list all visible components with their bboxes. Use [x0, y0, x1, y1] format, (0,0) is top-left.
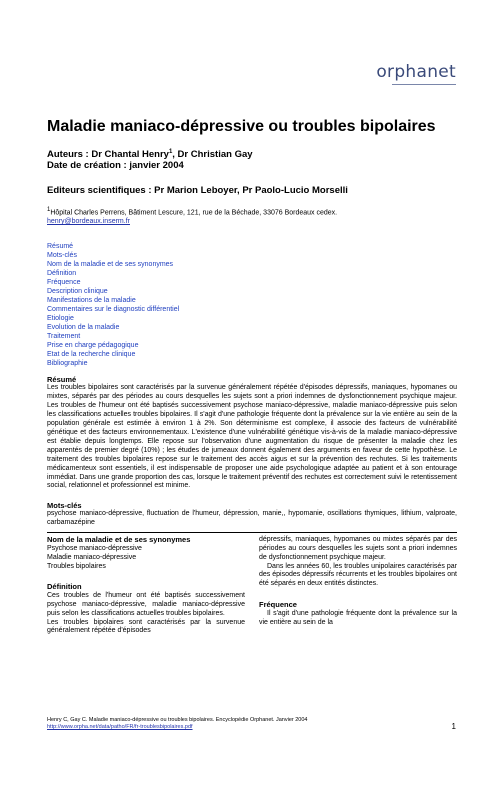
document-body — [47, 118, 457, 636]
two-column-body — [47, 536, 457, 636]
toc-link[interactable]: Commentaires sur le diagnostic différentiel — [47, 306, 180, 314]
footer-url-link[interactable]: http://www.orpha.net/data/patho/FR/fr-troublesbipolaires.pdf — [47, 724, 193, 730]
synonym-item: Troubles bipolaires — [47, 562, 106, 570]
definition-paragraph-1: Ces troubles de l'humeur ont été baptisés successivement psychose maniaco-dépressive, maladie maniaco-dépressive puis selon les classifications actuelles troubles bipolaires. — [47, 592, 245, 617]
toc-link[interactable]: Description clinique — [47, 288, 108, 296]
toc-link[interactable]: Mots-clés — [47, 252, 77, 260]
toc-link[interactable]: Nom de la maladie et de ses synonymes — [47, 261, 174, 269]
toc-link[interactable]: Prise en charge pédagogique — [47, 342, 139, 350]
logo-underline — [392, 84, 456, 85]
keywords-title: Mots-clés — [47, 501, 82, 511]
document-title: Maladie maniaco-dépressive ou troubles bipolaires — [47, 118, 436, 135]
synonyms-title: Nom de la maladie et de ses synonymes — [47, 535, 191, 545]
email-link[interactable]: henry@bordeaux.inserm.fr — [47, 218, 130, 226]
affiliation: Hôpital Charles Perrens, Bâtiment Lescure, 121, rue de la Béchade, 33076 Bordeaux cedex. — [50, 209, 338, 217]
footer-citation: Henry C, Gay C. Maladie maniaco-dépressive ou troubles bipolaires. Encyclopédie Orphanet. Janvier 2004 — [47, 717, 308, 723]
toc-link[interactable]: Etiologie — [47, 315, 74, 323]
toc-link[interactable]: Etat de la recherche clinique — [47, 351, 136, 359]
right-column — [259, 536, 457, 636]
toc-link[interactable]: Fréquence — [47, 279, 81, 287]
logo-text: orphanet — [376, 62, 456, 82]
creation-date: Date de création : janvier 2004 — [47, 160, 184, 172]
table-of-contents — [47, 242, 457, 368]
toc-link[interactable]: Définition — [47, 270, 77, 278]
resume-text: Les troubles bipolaires sont caractérisés par la survenue généralement répétée d'épisodes dépressifs, maniaques, hypomanes ou mixtes, séparés par des périodes au cours desquelles les sujets sont a priori indemnes de dysfonctionnement psychique majeur. Les troubles de l'humeur ont été baptisés successivement psychose maniaco-dépressive, maladie maniaco-dépressive puis selon les classifications actuelles troubles bipolaires. Il s'agit d'une pathologie fréquente dont la prévalence sur la vie entière au sein de la population générale est estimée à environ 1 à 2%. Son déterminisme est complexe, il associe des facteurs de vulnérabilité génétique et des facteurs environnementaux. L'existence d'une vulnérabilité génétique vis-à-vis de la maladie maniaco-dépressive est établie depuis longtemps. Elle repose sur l'observation d'une augmentation du risque de présenter la maladie chez les apparentés de premier degré (10%) ; les études de jumeaux donnent également des arguments en faveur de cette hypothèse. Le traitement des troubles bipolaires repose sur le traitement des accès aigus et sur la prévention des rechutes. Si les traitements médicamenteux sont essentiels, il est indispensable de proposer une aide psychologique adaptée au patient et à son entourage immédiat. Dans une grande proportion des cas, lorsque le traitement préventif des rechutes est correctement suivi le retentissement social, relationnel et professionnel est minime. — [47, 384, 457, 490]
affiliation-block — [47, 206, 457, 226]
frequency-title: Fréquence — [259, 599, 297, 609]
synonym-item: Maladie maniaco-dépressive — [47, 553, 137, 561]
authors-sup: 1 — [168, 149, 173, 155]
authors-suffix: , Dr Christian Gay — [172, 149, 253, 161]
orphanet-logo — [376, 62, 456, 85]
authors-prefix: Auteurs : Dr Chantal Henry — [47, 149, 169, 161]
toc-link[interactable]: Bibliographie — [47, 360, 88, 368]
page-number: 1 — [451, 722, 456, 731]
authors — [47, 147, 457, 160]
right-paragraph-1: dépressifs, maniaques, hypomanes ou mixtes séparés par des périodes au cours desquelles les sujets sont a priori indemnes de dysfonctionnement psychique majeur. — [259, 536, 457, 561]
right-paragraph-2: Dans les années 60, les troubles unipolaires caractérisés par des épisodes dépressifs récurrents et les troubles bipolaires ont été séparés en deux entités distinctes. — [259, 562, 457, 588]
editors: Editeurs scientifiques : Pr Marion Leboyer, Pr Paolo-Lucio Morselli — [47, 185, 348, 197]
toc-link[interactable]: Evolution de la maladie — [47, 324, 120, 332]
affiliation-sup: 1 — [47, 207, 51, 214]
resume-title: Résumé — [47, 375, 77, 385]
definition-paragraph-2: Les troubles bipolaires sont caractérisés par la survenue généralement répétée d'épisodes — [47, 618, 245, 635]
definition-title: Définition — [47, 582, 82, 592]
left-column — [47, 536, 245, 636]
synonym-item: Psychose maniaco-dépressive — [47, 544, 142, 552]
section-divider — [47, 532, 457, 533]
frequency-text: Il s'agit d'une pathologie fréquente dont la prévalence sur la vie entière au sein de la — [259, 609, 457, 626]
footer — [47, 717, 457, 731]
toc-link[interactable]: Résumé — [47, 243, 74, 251]
keywords-text: psychose maniaco-dépressive, fluctuation de l'humeur, dépression, manie,, hypomanie, oscillations thymiques, lithium, valproate, carbamazépine — [47, 510, 457, 527]
toc-link[interactable]: Manifestations de la maladie — [47, 297, 136, 305]
toc-link[interactable]: Traitement — [47, 333, 81, 341]
